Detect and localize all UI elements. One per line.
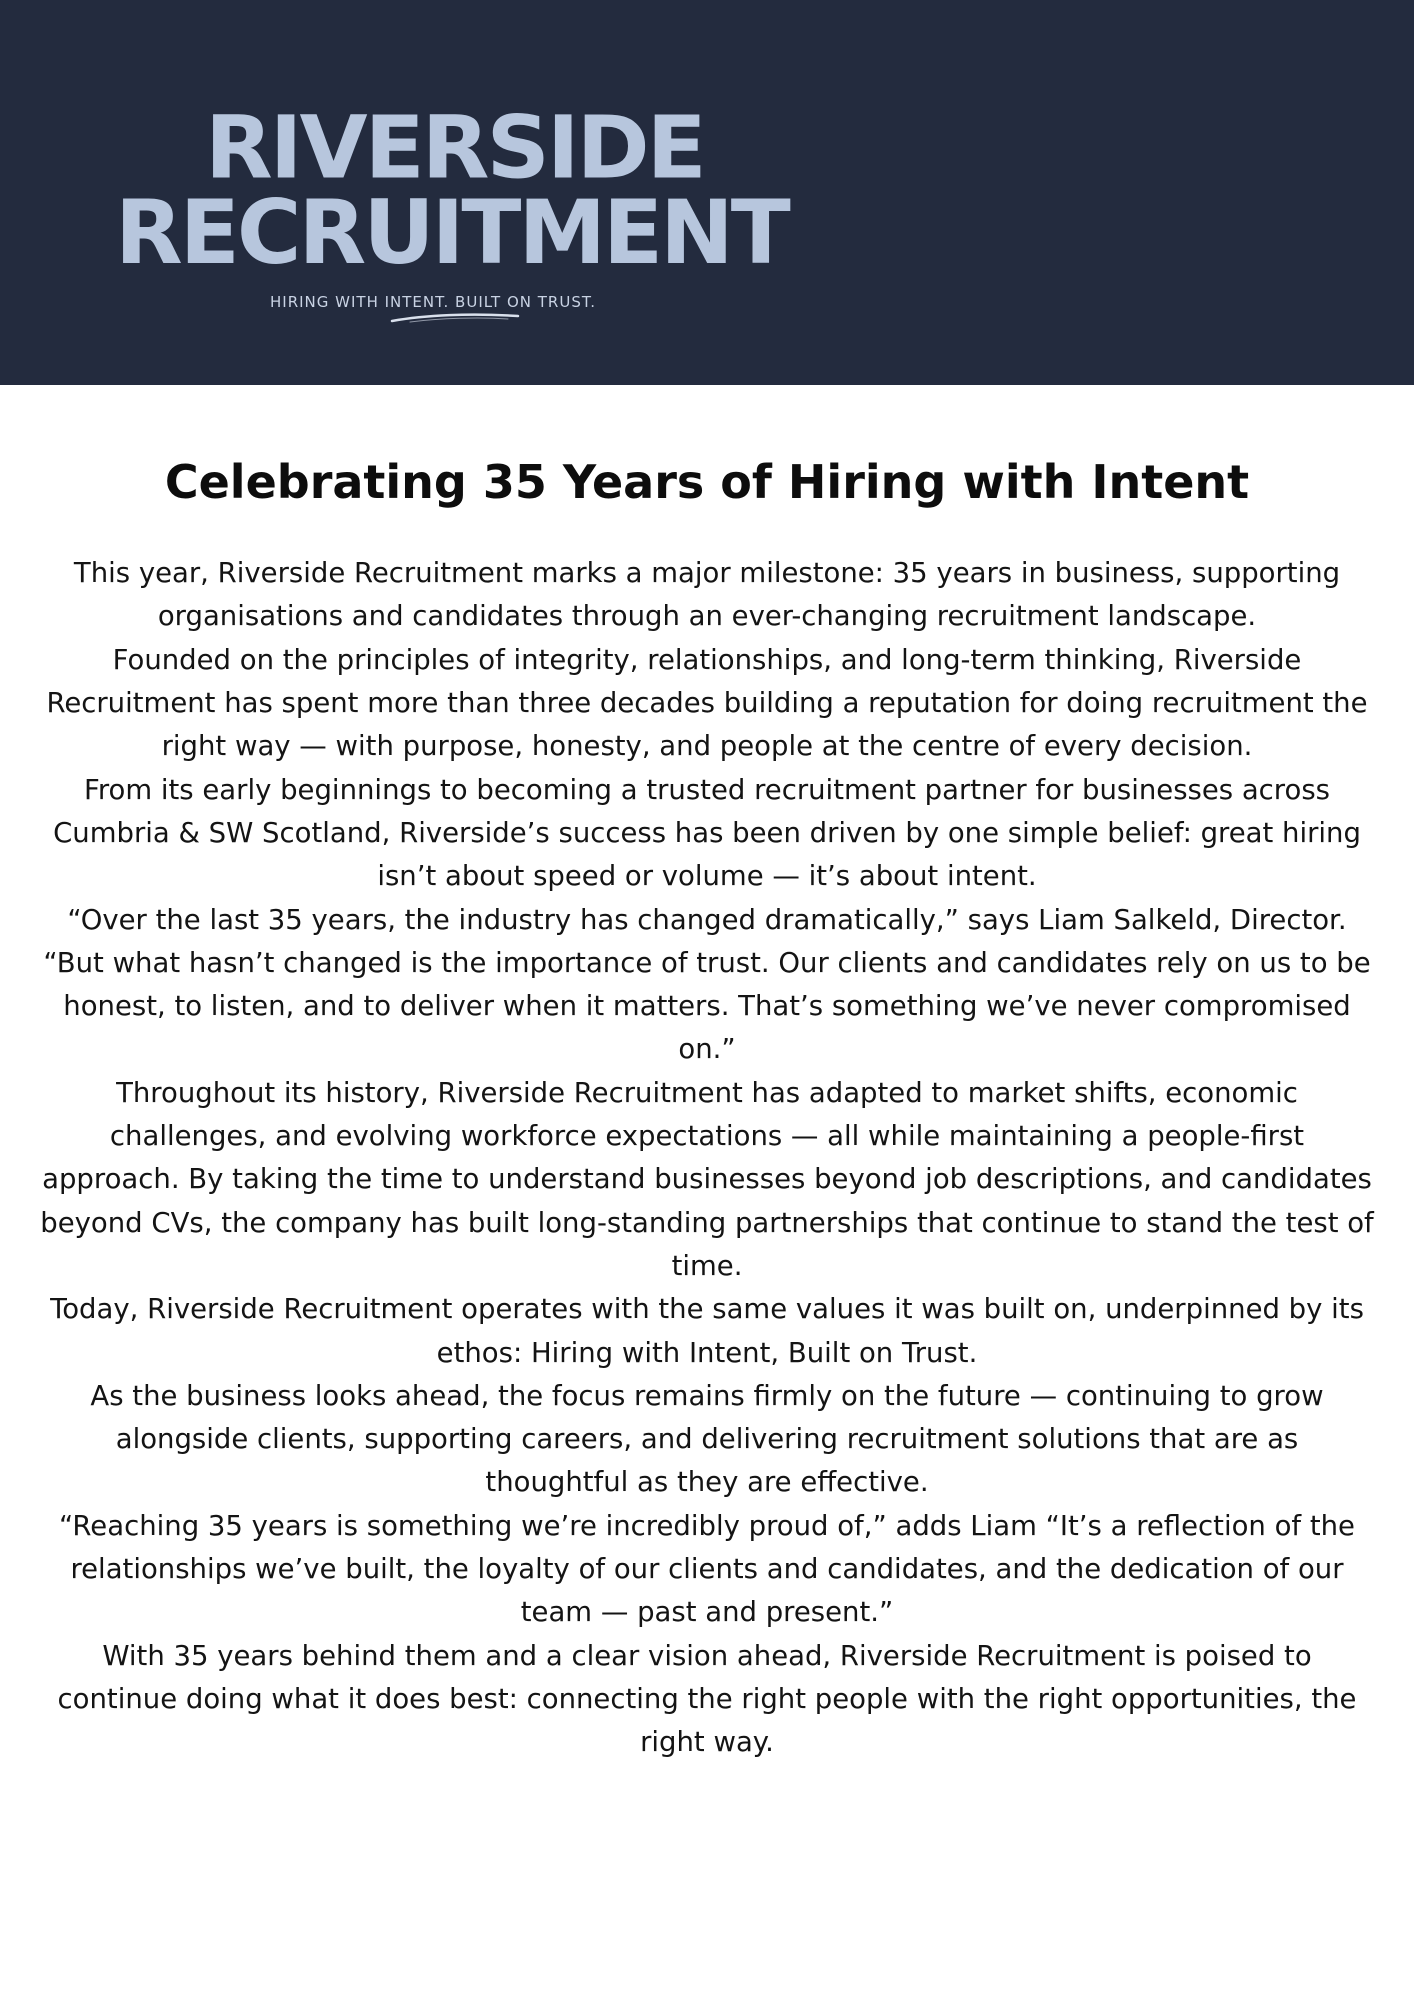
header-band: [0, 0, 1414, 385]
logo-tagline: HIRING WITH INTENT. BUILT ON TRUST.: [270, 293, 596, 311]
article-body: [40, 552, 1374, 1764]
article-paragraph: Founded on the principles of integrity, relationships, and long-term thinking, Riverside Recruitment has spent more than three decades building a reputation for doing recruitment the right way — with purpose, honesty, and people at the centre of every decision.: [46, 643, 1368, 763]
logo-wordmark-line-2: RECRUITMENT: [115, 181, 788, 284]
article-paragraph: With 35 years behind them and a clear vision ahead, Riverside Recruitment is poised to continue doing what it does best: connecting the right people with the right opportunities, the right way.: [57, 1639, 1357, 1759]
company-logo: [115, 97, 795, 335]
article-paragraph: “Reaching 35 years is something we’re incredibly proud of,” adds Liam “It’s a reflection of the relationships we’ve built, the loyalty of our clients and candidates, and the dedication of our team — past and present.”: [59, 1509, 1355, 1629]
article-paragraph: “Over the last 35 years, the industry has changed dramatically,” says Liam Salkeld, Director. “But what hasn’t changed is the importance of trust. Our clients and candidates rely on us to be honest, to listen, and to deliver when it matters. That’s something we’ve never compromised on.”: [43, 903, 1371, 1066]
logo-wordmark-line-1: RIVERSIDE: [205, 97, 704, 199]
article-paragraph: As the business looks ahead, the focus remains firmly on the future — continuing to grow alongside clients, supporting careers, and delivering recruitment solutions that are as thoughtful as they are effective.: [90, 1379, 1324, 1499]
article-paragraph: This year, Riverside Recruitment marks a major milestone: 35 years in business, supporting organisations and candidates through an ever-changing recruitment landscape.: [73, 557, 1341, 633]
article-title: Celebrating 35 Years of Hiring with Intent: [164, 455, 1250, 509]
swoosh-underline-icon: [390, 312, 520, 324]
article-paragraph: From its early beginnings to becoming a trusted recruitment partner for businesses across Cumbria & SW Scotland, Riverside’s success has been driven by one simple belief: great hiring isn’t about speed or volume — it’s about intent.: [53, 773, 1361, 893]
article-paragraph: Today, Riverside Recruitment operates with the same values it was built on, underpinned by its ethos: Hiring with Intent, Built on Trust.: [50, 1293, 1364, 1369]
press-release-article: [40, 455, 1374, 1765]
article-paragraph: Throughout its history, Riverside Recruitment has adapted to market shifts, economic challenges, and evolving workforce expectations — all while maintaining a people-first approach. By taking the time to understand businesses beyond job descriptions, and candidates beyond CVs, the company has built long-standing partnerships that continue to stand the test of time.: [40, 1076, 1374, 1282]
